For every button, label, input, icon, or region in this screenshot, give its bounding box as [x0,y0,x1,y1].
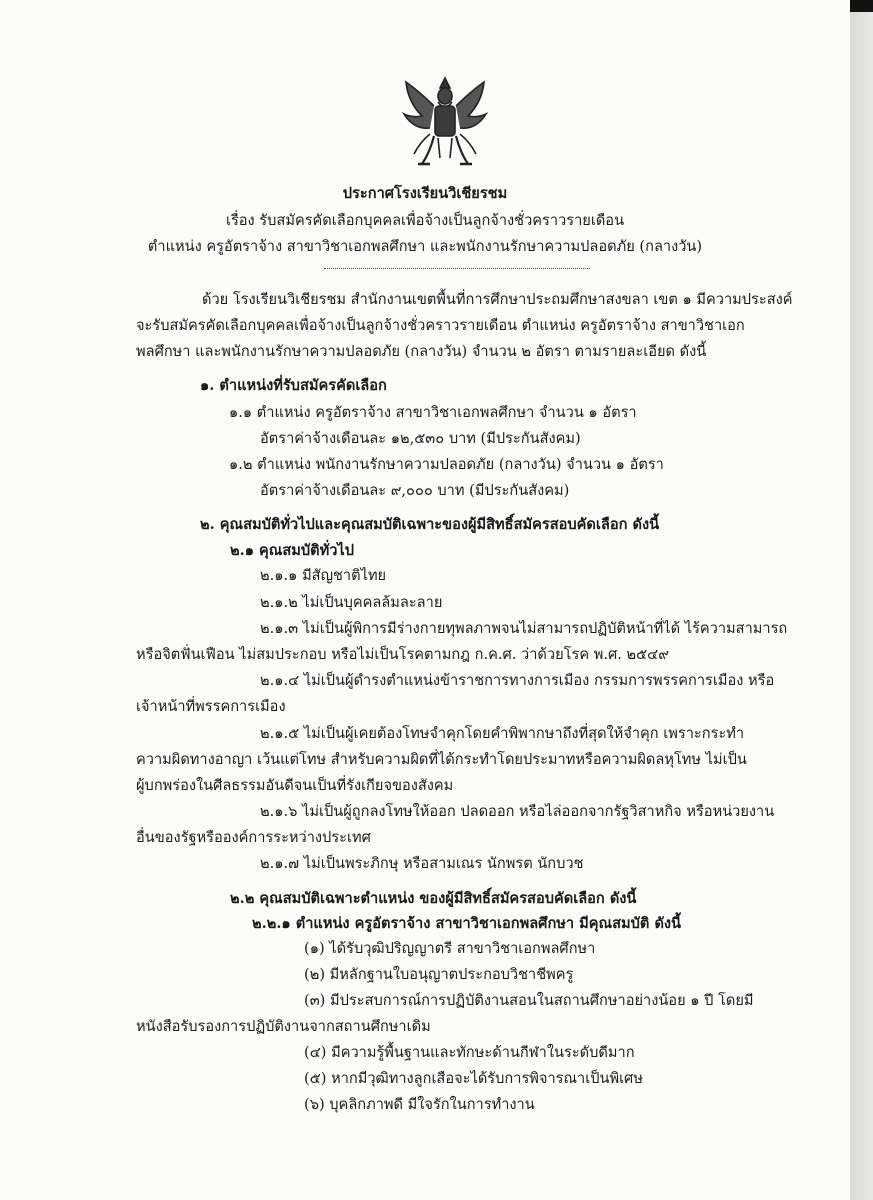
qualification-item: ๒.๑.๓ ไม่เป็นผู้พิการมีร่างกายทุพลภาพจนไม่สามารถปฏิบัติหน้าที่ได้ ไร้ความสามารถ [260,620,788,637]
garuda-emblem-icon [400,72,490,172]
section2-heading: ๒. คุณสมบัติทั่วไปและคุณสมบัติเฉพาะของผู้มีสิทธิ์สมัครสอบคัดเลือก ดังนี้ [200,516,660,533]
qualification-item: เจ้าหน้าที่พรรคการเมือง [136,698,286,715]
specific-item: (๔) มีความรู้พื้นฐานและทักษะด้านกีฬาในระดับดีมาก [304,1044,635,1061]
scan-edge [850,0,873,1200]
section1-item: ๑.๑ ตำแหน่ง ครูอัตราจ้าง สาขาวิชาเอกพลศึกษา จำนวน ๑ อัตรา [229,404,637,421]
intro-line: จะรับสมัครคัดเลือกบุคคลเพื่อจ้างเป็นลูกจ้างชั่วคราวรายเดือน ตำแหน่ง ครูอัตราจ้าง สาขาวิชาเอก [136,317,745,334]
specific-item: (๕) หากมีวุฒิทางลูกเสือจะได้รับการพิจารณาเป็นพิเศษ [304,1070,643,1087]
section1-item: ๑.๒ ตำแหน่ง พนักงานรักษาความปลอดภัย (กลางวัน) จำนวน ๑ อัตรา [229,456,664,473]
qualification-item: ๒.๑.๔ ไม่เป็นผู้ดำรงตำแหน่งข้าราชการทางการเมือง กรรมการพรรคการเมือง หรือ [260,672,775,689]
specific-item: (๒) มีหลักฐานใบอนุญาตประกอบวิชาชีพครู [304,966,574,983]
section1-heading: ๑. ตำแหน่งที่รับสมัครคัดเลือก [200,377,387,394]
announcement-positions: ตำแหน่ง ครูอัตราจ้าง สาขาวิชาเอกพลศึกษา และพนักงานรักษาความปลอดภัย (กลางวัน) [147,238,703,255]
announcement-subject: เรื่อง รับสมัครคัดเลือกบุคคลเพื่อจ้างเป็นลูกจ้างชั่วคราวรายเดือน [225,212,625,229]
intro-line: พลศึกษา และพนักงานรักษาความปลอดภัย (กลางวัน) จำนวน ๒ อัตรา ตามรายละเอียด ดังนี้ [136,343,707,360]
section1-item: อัตราค่าจ้างเดือนละ ๙,๐๐๐ บาท (มีประกันสังคม) [260,482,570,499]
specific-item: (๑) ได้รับวุฒิปริญญาตรี สาขาวิชาเอกพลศึกษา [304,940,596,957]
qualification-item: ๒.๑.๕ ไม่เป็นผู้เคยต้องโทษจำคุกโดยคำพิพากษาถึงที่สุดให้จำคุก เพราะกระทำ [260,725,745,742]
qualification-item: อื่นของรัฐหรือองค์การระหว่างประเทศ [136,829,371,846]
teacher-qualifications-heading: ๒.๒.๑ ตำแหน่ง ครูอัตราจ้าง สาขาวิชาเอกพลศึกษา มีคุณสมบัติ ดังนี้ [252,915,682,932]
specific-qualifications-heading: ๒.๒ คุณสมบัติเฉพาะตำแหน่ง ของผู้มีสิทธิ์สมัครสอบคัดเลือก ดังนี้ [230,890,637,907]
qualification-item: ๒.๑.๒ ไม่เป็นบุคคลล้มละลาย [260,594,443,611]
scan-edge-mark [850,0,873,12]
specific-item: (๖) บุคลิกภาพดี มีใจรักในการทำงาน [304,1096,535,1113]
qualification-item: หรือจิตฟั่นเฟือน ไม่สมประกอบ หรือไม่เป็นโรคตามกฎ ก.ค.ศ. ว่าด้วยโรค พ.ศ. ๒๕๔๙ [136,646,669,663]
qualification-item: ๒.๑.๑ มีสัญชาติไทย [260,567,387,584]
qualification-item: ผู้บกพร่องในศีลธรรมอันดีจนเป็นที่รังเกียจของสังคม [136,777,454,794]
general-qualifications-heading: ๒.๑ คุณสมบัติทั่วไป [230,542,355,559]
specific-item: หนังสือรับรองการปฏิบัติงานจากสถานศึกษาเดิม [136,1018,431,1035]
announcement-title: ประกาศโรงเรียนวิเชียรชม [342,185,508,202]
specific-item: (๓) มีประสบการณ์การปฏิบัติงานสอนในสถานศึกษาอย่างน้อย ๑ ปี โดยมี [304,992,754,1009]
qualification-item: ความผิดทางอาญา เว้นแต่โทษ สำหรับความผิดที่ได้กระทำโดยประมาทหรือความผิดลหุโทษ ไม่เป็น [136,751,747,768]
intro-line: ด้วย โรงเรียนวิเชียรชม สำนักงานเขตพื้นที่การศึกษาประถมศึกษาสงขลา เขต ๑ มีความประสงค์ [202,291,793,308]
section1-item: อัตราค่าจ้างเดือนละ ๑๒,๕๓๐ บาท (มีประกันสังคม) [260,430,581,447]
qualification-item: ๒.๑.๗ ไม่เป็นพระภิกษุ หรือสามเณร นักพรต นักบวช [260,855,584,872]
dotted-divider [324,268,590,269]
qualification-item: ๒.๑.๖ ไม่เป็นผู้ถูกลงโทษให้ออก ปลดออก หรือไล่ออกจากรัฐวิสาหกิจ หรือหน่วยงาน [260,803,775,820]
